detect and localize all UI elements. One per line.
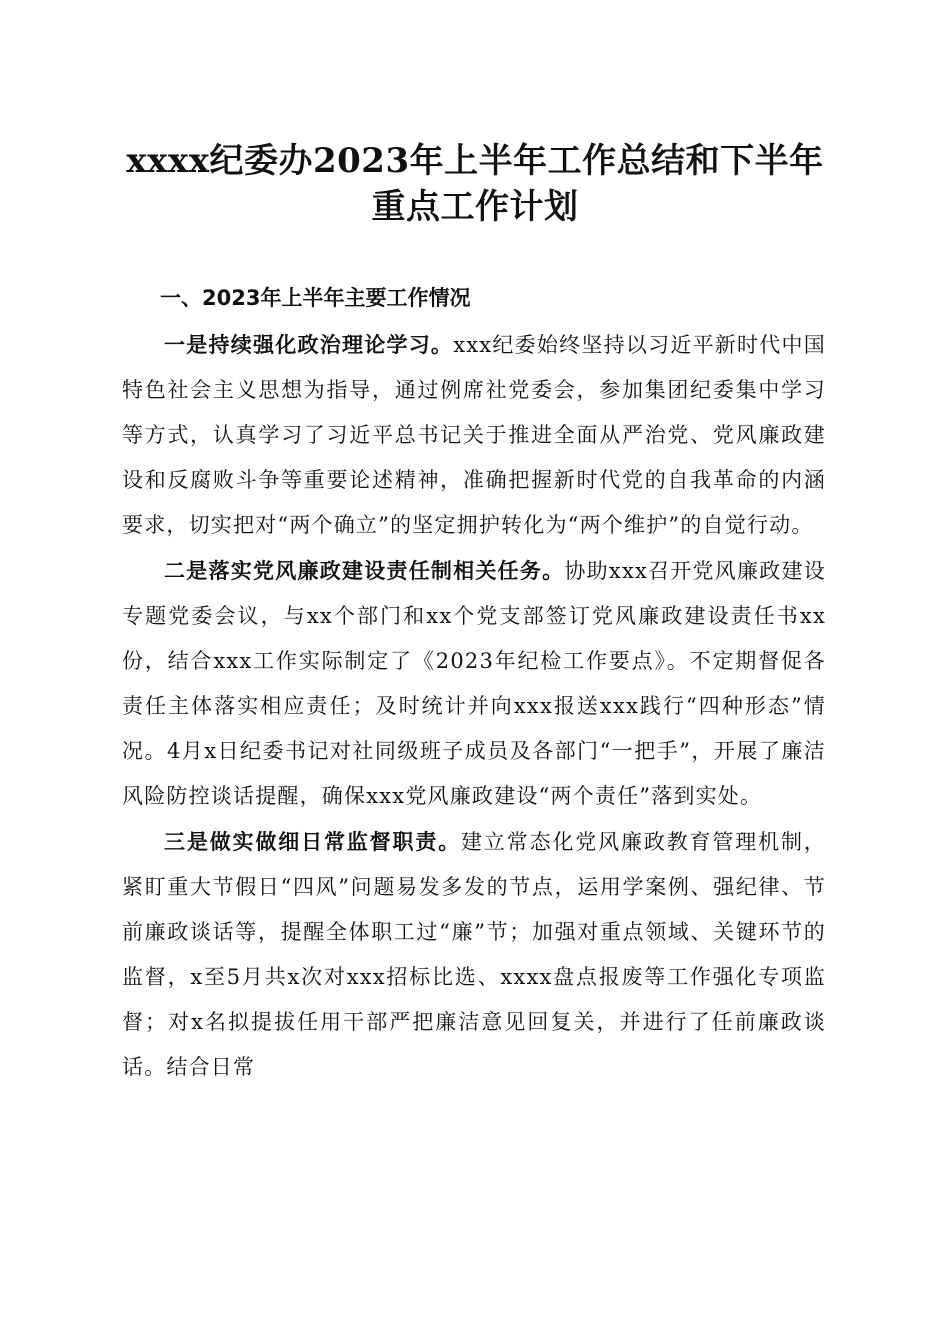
document-title bbox=[100, 138, 850, 230]
paragraph-text: 建立常态化党风廉政教育管理机制，紧盯重大节假日“四风”问题易发多发的节点，运用学案例、强纪律、节前廉政谈话等，提醒全体职工过“廉”节；加强对重点领域、关键环节的监督，x至5月共x次对xxx招标比选、xxxx盘点报废等工作强化专项监督；对x名拟提拔任用干部严把廉洁意见回复关，并进行了任前廉政谈话。结合日常 bbox=[122, 830, 826, 1079]
title-line-1: xxxx纪委办2023年上半年工作总结和下半年 bbox=[126, 141, 824, 181]
paragraph-text: 协助xxx召开党风廉政建设专题党委会议，与xx个部门和xx个党支部签订党风廉政建设责任书xx份，结合xxx工作实际制定了《2023年纪检工作要点》。不定期督促各责任主体落实相应责任；及时统计并向xxx报送xxx践行“四种形态”情况。4月x日纪委书记对社同级班子成员及各部门“一把手”，开展了廉洁风险防控谈话提醒，确保xxx党风廉政建设“两个责任”落到实处。 bbox=[122, 559, 826, 808]
paragraph-2 bbox=[122, 548, 826, 819]
paragraph-1 bbox=[122, 322, 826, 548]
title-line-2: 重点工作计划 bbox=[371, 187, 579, 227]
paragraph-lead: 三是做实做细日常监督职责。 bbox=[164, 829, 462, 854]
document-body bbox=[122, 322, 826, 1090]
paragraph-text: xxx纪委始终坚持以习近平新时代中国特色社会主义思想为指导，通过例席社党委会，参加集团纪委集中学习等方式，认真学习了习近平总书记关于推进全面从严治党、党风廉政建设和反腐败斗争等重要论述精神，准确把握新时代党的自我革命的内涵要求，切实把对“两个确立”的坚定拥护转化为“两个维护”的自觉行动。 bbox=[122, 333, 826, 537]
paragraph-lead: 二是落实党风廉政建设责任制相关任务。 bbox=[164, 558, 565, 583]
paragraph-lead: 一是持续强化政治理论学习。 bbox=[164, 332, 454, 357]
paragraph-3 bbox=[122, 819, 826, 1090]
section-heading: 一、2023年上半年主要工作情况 bbox=[160, 286, 471, 310]
